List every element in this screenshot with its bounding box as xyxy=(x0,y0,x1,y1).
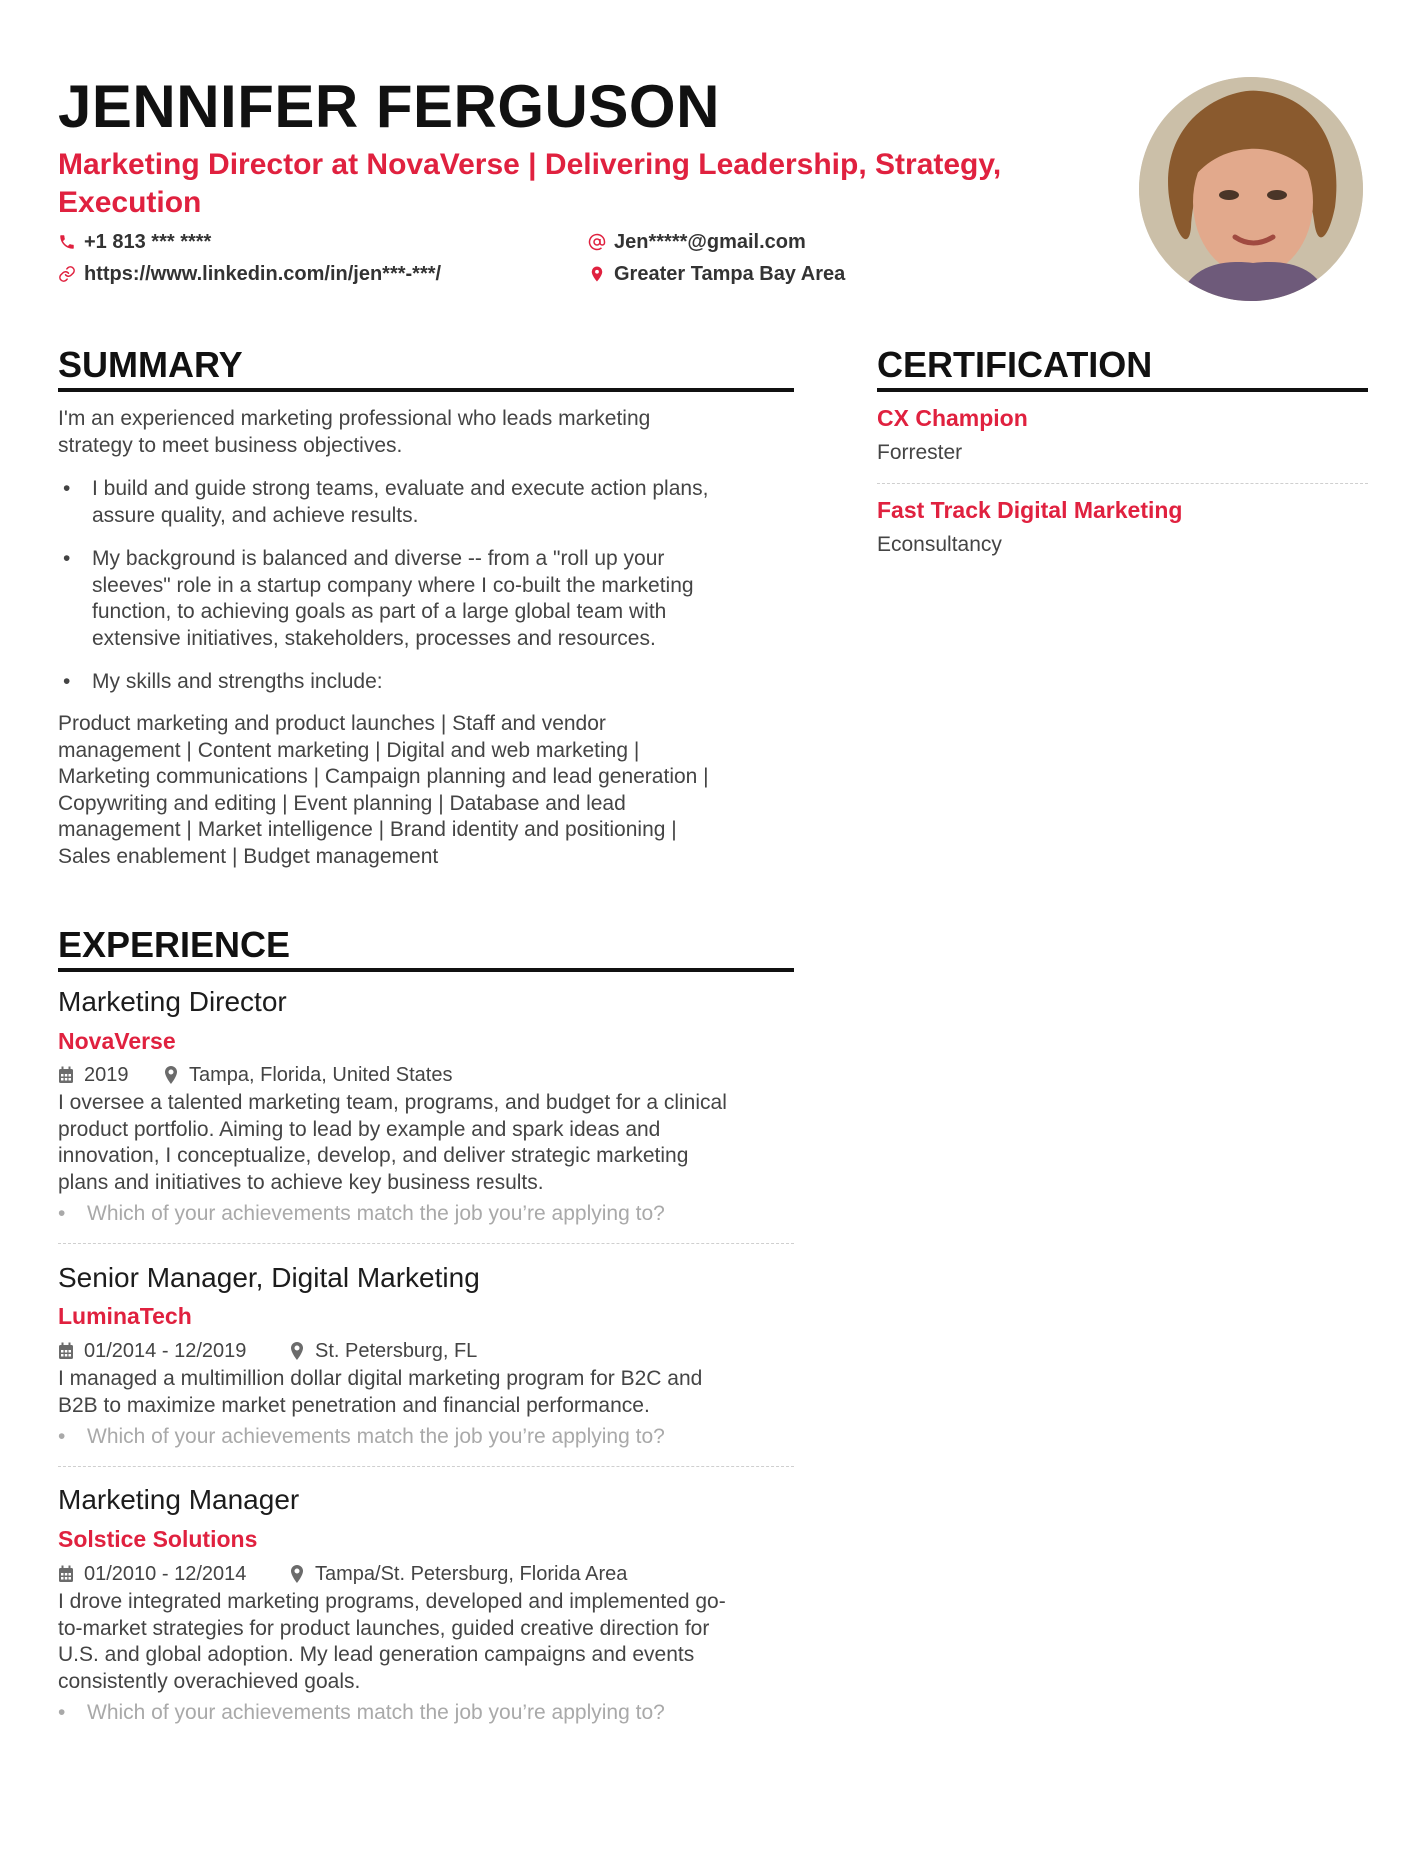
job-location xyxy=(163,1063,452,1087)
bullet-line: I build and guide strong teams, evaluate and execute action plans, xyxy=(92,477,709,500)
placeholder-text: Which of your achievements match the job you’re applying to? xyxy=(87,1701,665,1724)
bullet-line: My skills and strengths include: xyxy=(92,670,383,693)
description-line: B2B to maximize market penetration and financial performance. xyxy=(58,1393,650,1417)
job-dates-text: 01/2014 - 12/2019 xyxy=(84,1340,247,1362)
bullet-dot: • xyxy=(63,547,71,570)
calendar-icon xyxy=(58,1565,74,1583)
contact-linkedin[interactable] xyxy=(58,261,441,287)
cert-name: CX Champion xyxy=(877,405,1028,431)
job-location-text: Tampa, Florida, United States xyxy=(189,1064,453,1086)
job-description xyxy=(58,1090,727,1196)
skills-line: management | Content marketing | Digital and web marketing | xyxy=(58,738,640,762)
cert-org: Econsultancy xyxy=(877,533,1002,556)
cert-name: Fast Track Digital Marketing xyxy=(877,497,1183,523)
description-line: I oversee a talented marketing team, programs, and budget for a clinical xyxy=(58,1091,727,1114)
description-line: I managed a multimillion dollar digital marketing program for B2C and xyxy=(58,1367,703,1390)
email-text: Jen*****@gmail.com xyxy=(614,231,806,253)
calendar-icon xyxy=(58,1342,74,1360)
contact-email xyxy=(588,229,806,255)
job-dates-text: 01/2010 - 12/2014 xyxy=(84,1563,247,1585)
summary-heading: SUMMARY xyxy=(58,344,794,392)
location-pin-icon xyxy=(163,1066,179,1084)
achievement-placeholder[interactable] xyxy=(58,1201,794,1227)
cert-org: Forrester xyxy=(877,441,963,464)
profile-photo xyxy=(1139,77,1363,301)
description-line: plans and initiatives to achieve key business results. xyxy=(58,1170,544,1194)
location-text: Greater Tampa Bay Area xyxy=(614,263,846,285)
summary-intro-line: strategy to meet business objectives. xyxy=(58,433,403,457)
summary-bullet xyxy=(63,669,783,696)
company-name: Solstice Solutions xyxy=(58,1526,258,1552)
bullet-line: function, to achieving goals as part of a large global team with xyxy=(92,600,667,623)
contact-phone xyxy=(58,229,211,255)
summary-bullet xyxy=(63,476,783,530)
linkedin-text[interactable]: https://www.linkedin.com/in/jen***-***/ xyxy=(84,263,442,285)
candidate-name: JENNIFER FERGUSON xyxy=(58,73,720,140)
skills-list xyxy=(58,711,709,870)
location-pin-icon xyxy=(588,265,606,283)
job-description xyxy=(58,1589,726,1695)
description-line: consistently overachieved goals. xyxy=(58,1669,361,1693)
experience-heading: EXPERIENCE xyxy=(58,924,794,972)
description-line: innovation, I conceptualize, develop, and deliver strategic marketing xyxy=(58,1144,689,1167)
at-icon xyxy=(588,233,606,251)
summary-intro xyxy=(58,406,650,459)
contact-location xyxy=(588,261,845,287)
job-dates-text: 2019 xyxy=(84,1064,129,1086)
skills-line: Copywriting and editing | Event planning | Database and lead xyxy=(58,791,626,815)
job-location xyxy=(289,1562,627,1586)
bullet-dot: • xyxy=(58,1202,66,1225)
certification-heading: CERTIFICATION xyxy=(877,344,1368,392)
job-location-text: St. Petersburg, FL xyxy=(315,1340,478,1362)
job-dates xyxy=(58,1063,129,1087)
description-line: U.S. and global adoption. My lead generation campaigns and events xyxy=(58,1643,695,1666)
job-dates xyxy=(58,1562,246,1586)
headline: Marketing Director at NovaVerse | Delivering Leadership, Strategy, Execution xyxy=(58,148,1002,219)
placeholder-text: Which of your achievements match the job you’re applying to? xyxy=(87,1202,665,1225)
skills-line: Marketing communications | Campaign planning and lead generation | xyxy=(58,765,709,788)
link-icon xyxy=(58,265,76,283)
job-divider xyxy=(58,1243,794,1244)
bullet-dot: • xyxy=(63,670,71,693)
achievement-placeholder[interactable] xyxy=(58,1424,794,1450)
bullet-line: My background is balanced and diverse -- from a "roll up your xyxy=(92,547,665,570)
job-location-text: Tampa/St. Petersburg, Florida Area xyxy=(315,1563,628,1585)
skills-line: Sales enablement | Budget management xyxy=(58,844,439,868)
job-title: Marketing Manager xyxy=(58,1484,300,1515)
description-line: to-market strategies for product launches, guided creative direction for xyxy=(58,1616,710,1640)
bullet-dot: • xyxy=(63,477,71,500)
bullet-line: assure quality, and achieve results. xyxy=(92,503,419,527)
summary-bullet xyxy=(63,546,783,654)
location-pin-icon xyxy=(289,1565,305,1583)
job-description xyxy=(58,1366,702,1419)
summary-intro-line: I'm an experienced marketing professional who leads marketing xyxy=(58,407,651,430)
job-location xyxy=(289,1339,477,1363)
job-divider xyxy=(58,1466,794,1467)
bullet-dot: • xyxy=(58,1425,66,1448)
job-title: Marketing Director xyxy=(58,986,287,1017)
calendar-icon xyxy=(58,1066,74,1084)
cert-divider xyxy=(877,483,1368,484)
job-dates xyxy=(58,1339,246,1363)
bullet-line: sleeves" role in a startup company where I co-built the marketing xyxy=(92,573,694,597)
description-line: product portfolio. Aiming to lead by example and spark ideas and xyxy=(58,1117,661,1141)
bullet-dot: • xyxy=(58,1701,66,1724)
placeholder-text: Which of your achievements match the job you’re applying to? xyxy=(87,1425,665,1448)
description-line: I drove integrated marketing programs, developed and implemented go- xyxy=(58,1590,726,1613)
bullet-line: extensive initiatives, stakeholders, processes and resources. xyxy=(92,626,656,650)
skills-line: Product marketing and product launches | Staff and vendor xyxy=(58,712,606,735)
achievement-placeholder[interactable] xyxy=(58,1700,794,1726)
phone-text: +1 813 *** **** xyxy=(84,231,212,253)
company-name: NovaVerse xyxy=(58,1028,176,1054)
location-pin-icon xyxy=(289,1342,305,1360)
job-title: Senior Manager, Digital Marketing xyxy=(58,1262,480,1293)
company-name: LuminaTech xyxy=(58,1303,192,1329)
skills-line: management | Market intelligence | Brand identity and positioning | xyxy=(58,818,677,841)
phone-icon xyxy=(58,233,76,251)
